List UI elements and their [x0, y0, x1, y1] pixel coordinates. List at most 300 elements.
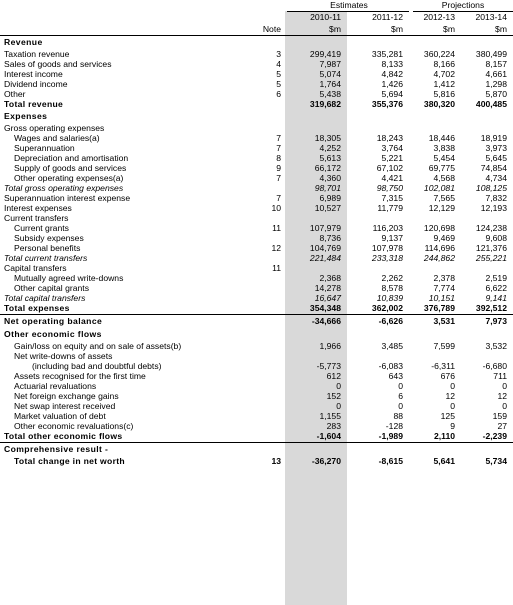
table-row — [0, 456, 513, 467]
row-note — [254, 411, 285, 421]
row-value: 0 — [336, 401, 341, 411]
row-value: 676 — [440, 371, 455, 381]
row-value: 5,074 — [319, 69, 341, 79]
row-note — [254, 183, 285, 193]
row-label: Subsidy expenses — [14, 233, 84, 243]
table-row — [0, 411, 513, 421]
row-value: 116,203 — [372, 223, 403, 233]
row-note: 10 — [271, 203, 281, 213]
row-label: Superannuation interest expense — [4, 193, 131, 203]
row-label: Interest expenses — [4, 203, 72, 213]
unit-header-row — [0, 23, 513, 36]
row-value: 360,224 — [423, 49, 455, 59]
row-value: 8,578 — [381, 283, 403, 293]
row-value: 18,243 — [376, 133, 403, 143]
row-label: Other — [4, 89, 26, 99]
table-row — [0, 283, 513, 293]
row-value — [461, 36, 513, 50]
table-row — [0, 183, 513, 193]
row-label: Gain/loss on equity and on sale of assets(b) — [14, 341, 182, 351]
table-row — [0, 99, 513, 110]
row-value: 380,320 — [423, 99, 455, 109]
row-value: 1,412 — [433, 79, 455, 89]
row-value — [285, 443, 347, 457]
row-label: Assets recognised for the first time — [14, 371, 146, 381]
row-value — [285, 110, 347, 123]
row-value: 12,193 — [480, 203, 507, 213]
row-value — [285, 351, 347, 361]
row-note: 11 — [272, 223, 281, 233]
row-value: 104,769 — [309, 243, 341, 253]
row-note: 6 — [276, 89, 281, 99]
row-label: Market valuation of debt — [14, 411, 106, 421]
row-value: 9,141 — [485, 293, 507, 303]
row-value: 4,252 — [319, 143, 341, 153]
row-value: 9,137 — [381, 233, 403, 243]
row-value — [285, 36, 347, 50]
row-note — [254, 36, 285, 50]
row-value: 8,736 — [319, 233, 341, 243]
table-row — [0, 243, 513, 253]
row-value: 6,622 — [485, 283, 507, 293]
table-row — [0, 421, 513, 431]
table-row — [0, 328, 513, 341]
table-row — [0, 143, 513, 153]
row-value: 4,421 — [381, 173, 403, 183]
row-label: Dividend income — [4, 79, 68, 89]
row-label: Total other economic flows — [4, 431, 123, 441]
table-row — [0, 89, 513, 99]
row-value: 1,764 — [319, 79, 341, 89]
row-value — [461, 263, 513, 273]
row-value: 4,568 — [433, 173, 455, 183]
row-value — [347, 110, 409, 123]
note-header: Note — [262, 24, 281, 34]
row-value — [409, 213, 461, 223]
row-value: 4,702 — [433, 69, 455, 79]
row-value: 5,613 — [319, 153, 341, 163]
row-label: Comprehensive result - — [0, 443, 254, 457]
row-note: 7 — [276, 143, 281, 153]
row-value: -6,083 — [378, 361, 403, 371]
row-value: 6 — [398, 391, 403, 401]
row-value: 392,512 — [475, 303, 507, 313]
row-value: 18,305 — [314, 133, 341, 143]
row-value — [285, 328, 347, 341]
row-value — [347, 351, 409, 361]
row-label: Capital transfers — [4, 263, 67, 273]
row-value: 2,368 — [319, 273, 341, 283]
row-value: 3,531 — [409, 315, 461, 329]
row-value: 5,221 — [381, 153, 403, 163]
table-row — [0, 263, 513, 273]
row-note: 7 — [276, 133, 281, 143]
row-value: 66,172 — [314, 163, 341, 173]
row-note — [254, 283, 285, 293]
row-label: Net foreign exchange gains — [14, 391, 119, 401]
row-value: -6,311 — [431, 361, 455, 371]
row-value: 1,966 — [319, 341, 341, 351]
row-value: 2,262 — [381, 273, 403, 283]
row-note — [254, 293, 285, 303]
row-value: 362,002 — [371, 303, 403, 313]
row-value: 0 — [502, 381, 507, 391]
row-value: 1,298 — [485, 79, 507, 89]
row-note: 8 — [276, 153, 281, 163]
row-value: 380,499 — [475, 49, 507, 59]
row-value: -1,989 — [378, 431, 403, 441]
row-note — [254, 328, 285, 341]
table-row — [0, 193, 513, 203]
table-row — [0, 443, 513, 457]
row-value: 1,155 — [319, 411, 341, 421]
row-value — [285, 213, 347, 223]
row-value: 3,764 — [381, 143, 403, 153]
row-value: 4,842 — [381, 69, 403, 79]
row-value: 8,166 — [433, 59, 455, 69]
row-value: 98,701 — [314, 183, 341, 193]
row-value: 711 — [493, 371, 507, 381]
row-value — [347, 123, 409, 133]
row-value: 8,157 — [485, 59, 507, 69]
row-value: 10,151 — [428, 293, 455, 303]
row-value: 2,110 — [433, 431, 455, 441]
row-value: 9,608 — [485, 233, 507, 243]
table-row — [0, 123, 513, 133]
row-value: 69,775 — [428, 163, 455, 173]
row-value: -8,615 — [378, 456, 403, 466]
row-note — [254, 371, 285, 381]
table-row — [0, 203, 513, 213]
row-note — [254, 233, 285, 243]
table-row — [0, 173, 513, 183]
row-note — [254, 315, 285, 329]
row-label: Other operating expenses(a) — [14, 173, 124, 183]
row-note — [254, 421, 285, 431]
row-label: Total current transfers — [4, 253, 88, 263]
row-value: 88 — [393, 411, 403, 421]
row-value: -36,270 — [311, 456, 341, 466]
row-value: 3,838 — [433, 143, 455, 153]
row-value: 233,318 — [371, 253, 403, 263]
row-value: 255,221 — [475, 253, 507, 263]
label-header — [0, 23, 254, 36]
row-note — [254, 99, 285, 110]
row-label: Taxation revenue — [4, 49, 70, 59]
row-value: 74,854 — [480, 163, 507, 173]
row-value: 0 — [450, 401, 455, 411]
row-value: 67,102 — [376, 163, 403, 173]
table-row — [0, 79, 513, 89]
table-row — [0, 233, 513, 243]
row-value: 400,485 — [475, 99, 507, 109]
row-value: 0 — [336, 381, 341, 391]
label-header — [0, 11, 254, 23]
row-note: 4 — [276, 59, 281, 69]
row-value — [347, 263, 409, 273]
row-value: 7,987 — [319, 59, 341, 69]
row-value: 14,278 — [314, 283, 341, 293]
table-row — [0, 110, 513, 123]
row-value: 0 — [502, 401, 507, 411]
year-header: 2013-14 — [475, 12, 507, 22]
row-value: 5,816 — [433, 89, 455, 99]
row-value: 244,862 — [423, 253, 455, 263]
row-value — [461, 351, 513, 361]
projections-header: Projections — [441, 0, 485, 10]
row-value: 7,565 — [433, 193, 455, 203]
row-value: 335,281 — [371, 49, 403, 59]
row-value: 159 — [492, 411, 507, 421]
row-value: 5,734 — [485, 456, 507, 466]
row-value: -2,239 — [482, 431, 507, 441]
row-note — [254, 213, 285, 223]
table-row — [0, 59, 513, 69]
table-row — [0, 431, 513, 443]
row-value: 27 — [497, 421, 507, 431]
row-label: Current transfers — [4, 213, 69, 223]
row-label: Total revenue — [4, 99, 64, 109]
table-row — [0, 351, 513, 361]
row-label: Total change in net worth — [14, 456, 125, 466]
row-value — [461, 123, 513, 133]
row-value: -1,604 — [316, 431, 341, 441]
table-row — [0, 69, 513, 79]
row-value: 16,647 — [314, 293, 341, 303]
row-value: 7,315 — [381, 193, 403, 203]
row-label: Other capital grants — [14, 283, 89, 293]
row-note: 3 — [276, 49, 281, 59]
row-value: 283 — [326, 421, 341, 431]
row-value: 1,426 — [381, 79, 403, 89]
row-label: Depreciation and amortisation — [14, 153, 129, 163]
row-note — [254, 401, 285, 411]
row-value: 5,454 — [433, 153, 455, 163]
row-value: 299,419 — [309, 49, 341, 59]
row-value: -6,626 — [347, 315, 409, 329]
row-label: Net swap interest received — [14, 401, 116, 411]
row-value — [461, 213, 513, 223]
row-label: Other economic flows — [4, 329, 102, 339]
row-value: 2,519 — [485, 273, 507, 283]
row-note: 7 — [276, 173, 281, 183]
row-value: 5,694 — [381, 89, 403, 99]
row-value: 114,696 — [424, 243, 455, 253]
row-value: 5,641 — [433, 456, 455, 466]
table-row — [0, 401, 513, 411]
table-row — [0, 361, 513, 371]
table-row — [0, 36, 513, 50]
row-note — [254, 123, 285, 133]
row-note — [254, 110, 285, 123]
row-value: 98,750 — [376, 183, 403, 193]
estimates-header: Estimates — [330, 0, 368, 10]
unit-header: $m — [329, 24, 341, 34]
row-value — [409, 110, 461, 123]
table-row — [0, 133, 513, 143]
row-label: Mutually agreed write-downs — [14, 273, 124, 283]
row-label: Net write-downs of assets — [14, 351, 113, 361]
row-value — [347, 328, 409, 341]
table-row — [0, 391, 513, 401]
table-row — [0, 381, 513, 391]
table-row — [0, 371, 513, 381]
row-label: Supply of goods and services — [14, 163, 127, 173]
row-note: 7 — [276, 193, 281, 203]
row-value — [409, 36, 461, 50]
row-label: (including bad and doubtful debts) — [32, 361, 162, 371]
row-value: 7,774 — [433, 283, 455, 293]
row-value: 108,125 — [475, 183, 507, 193]
row-value — [285, 263, 347, 273]
row-value: 3,485 — [381, 341, 403, 351]
table-row — [0, 315, 513, 329]
row-value: 221,484 — [309, 253, 341, 263]
row-note — [254, 381, 285, 391]
row-value — [461, 110, 513, 123]
row-note: 9 — [276, 163, 281, 173]
row-value: 12,129 — [428, 203, 455, 213]
year-header: 2010-11 — [310, 12, 341, 22]
row-value: 121,376 — [475, 243, 507, 253]
row-value — [409, 443, 461, 457]
row-note — [254, 303, 285, 315]
row-value: 9,469 — [433, 233, 455, 243]
row-label: Current grants — [14, 223, 69, 233]
row-value: 0 — [398, 401, 403, 411]
row-label: Superannuation — [14, 143, 75, 153]
row-value: 124,238 — [475, 223, 507, 233]
row-value: 0 — [450, 381, 455, 391]
row-note — [254, 443, 285, 457]
row-value: 5,438 — [319, 89, 341, 99]
row-value: 612 — [326, 371, 341, 381]
row-value: -6,680 — [482, 361, 507, 371]
row-value: 120,698 — [423, 223, 455, 233]
row-note — [254, 431, 285, 443]
row-value: 0 — [398, 381, 403, 391]
row-value: -5,773 — [316, 361, 341, 371]
row-value: 354,348 — [309, 303, 341, 313]
row-value: 8,133 — [381, 59, 403, 69]
row-value: 4,360 — [319, 173, 341, 183]
row-value — [285, 123, 347, 133]
row-value: 4,734 — [485, 173, 507, 183]
row-value — [409, 328, 461, 341]
row-value: 11,779 — [377, 203, 403, 213]
row-value: 4,661 — [485, 69, 507, 79]
table-row — [0, 303, 513, 315]
row-label: Actuarial revaluations — [14, 381, 97, 391]
row-value: 3,973 — [485, 143, 507, 153]
table-row — [0, 153, 513, 163]
row-value: 2,378 — [433, 273, 455, 283]
note-header — [254, 11, 285, 23]
row-value — [347, 443, 409, 457]
row-value: 3,532 — [485, 341, 507, 351]
row-label: Other economic revaluations(c) — [14, 421, 134, 431]
row-value — [347, 213, 409, 223]
table-row — [0, 49, 513, 59]
table-row — [0, 293, 513, 303]
row-note — [254, 253, 285, 263]
row-value: 12 — [497, 391, 507, 401]
row-value: 6,989 — [319, 193, 341, 203]
row-value: 5,645 — [485, 153, 507, 163]
row-note: 11 — [272, 263, 281, 273]
row-label: Total gross operating expenses — [4, 183, 124, 193]
row-value: 18,446 — [428, 133, 455, 143]
unit-header: $m — [443, 24, 455, 34]
row-value: 10,527 — [314, 203, 341, 213]
row-note: 5 — [276, 79, 281, 89]
year-header: 2011-12 — [372, 12, 403, 22]
row-label: Sales of goods and services — [4, 59, 112, 69]
row-value: 10,839 — [376, 293, 403, 303]
table-row — [0, 273, 513, 283]
row-value: 152 — [326, 391, 341, 401]
row-value: 7,599 — [433, 341, 455, 351]
row-value — [409, 263, 461, 273]
table-body — [0, 11, 513, 467]
row-label: Total expenses — [4, 303, 70, 313]
row-value: 319,682 — [309, 99, 341, 109]
row-value: 7,973 — [461, 315, 513, 329]
row-value: 12 — [445, 391, 455, 401]
row-note — [254, 273, 285, 283]
year-header: 2012-13 — [423, 12, 455, 22]
row-value: -128 — [385, 421, 403, 431]
row-note: 12 — [271, 243, 281, 253]
row-value — [461, 328, 513, 341]
row-value: 643 — [388, 371, 403, 381]
row-value: 102,081 — [423, 183, 455, 193]
row-label: Total capital transfers — [4, 293, 86, 303]
financial-table — [0, 11, 513, 467]
row-value: -34,666 — [285, 315, 347, 329]
row-value: 125 — [440, 411, 455, 421]
row-value — [461, 443, 513, 457]
row-label: Net operating balance — [0, 315, 254, 329]
row-value: 18,919 — [480, 133, 507, 143]
row-value: 376,789 — [423, 303, 455, 313]
row-note: 5 — [276, 69, 281, 79]
row-value: 355,376 — [371, 99, 403, 109]
row-value: 5,870 — [485, 89, 507, 99]
row-label: Interest income — [4, 69, 63, 79]
row-value — [347, 36, 409, 50]
row-value: 7,832 — [485, 193, 507, 203]
table-row — [0, 223, 513, 233]
row-note — [254, 341, 285, 351]
row-label: Personal benefits — [14, 243, 81, 253]
table-row — [0, 253, 513, 263]
row-label: Revenue — [4, 37, 43, 47]
row-value — [409, 123, 461, 133]
unit-header: $m — [391, 24, 403, 34]
row-value — [409, 351, 461, 361]
row-label: Wages and salaries(a) — [14, 133, 100, 143]
row-label: Expenses — [4, 111, 48, 121]
table-row — [0, 213, 513, 223]
row-note — [254, 391, 285, 401]
row-value: 9 — [450, 421, 455, 431]
row-note: 13 — [271, 456, 281, 466]
row-value: 107,978 — [371, 243, 403, 253]
row-note — [254, 361, 285, 371]
row-note — [254, 351, 285, 361]
unit-header: $m — [495, 24, 507, 34]
